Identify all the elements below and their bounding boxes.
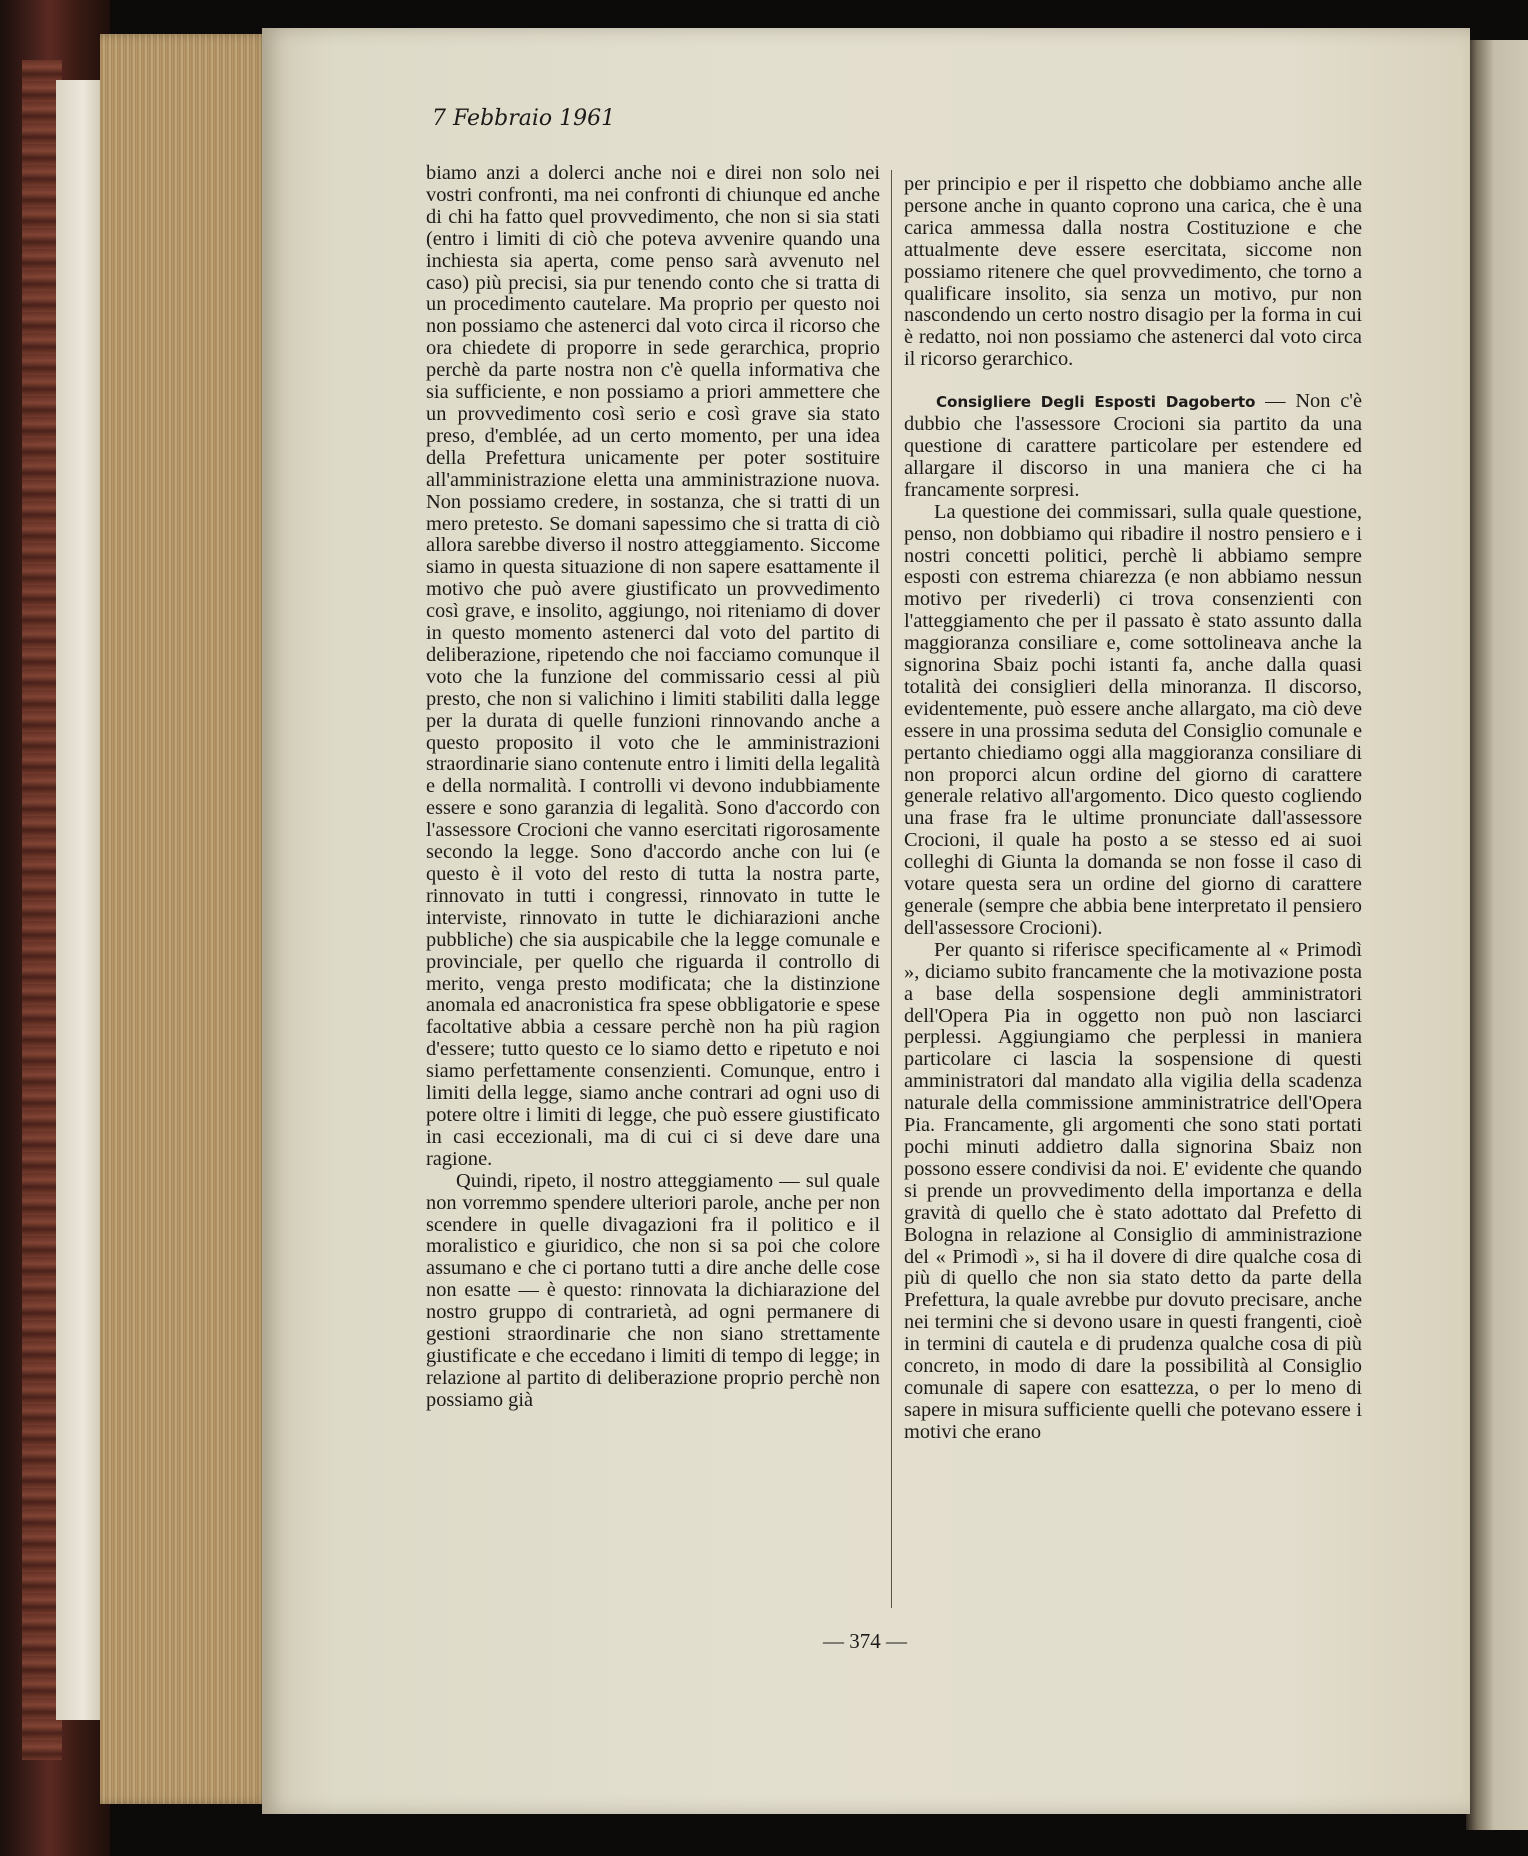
- paragraph: per principio e per il rispetto che dobbiamo anche alle persone anche in quanto coprono una carica, che è una carica ammessa dalla nostra Costituzione e che attualmente deve essere esercitata, siccome non possiamo ritenere che quel provvedimento, che torno a qualificare insolito, sia senza un motivo, pur non nascondendo un certo nostro disagio per la forma in cui è redatto, noi non possiamo che astenerci dal voto circa il ricorso gerarchico.: [904, 173, 1362, 371]
- page-edges: [100, 34, 270, 1804]
- paragraph: Quindi, ripeto, il nostro atteggiamento — sul quale non vorremmo spendere ulteriori parole, anche per non scendere in quelle divagazioni fra il politico e il moralistico e giuridico, che non si sa poi che colore assumano e che ci portano tutti a dire anche delle cose non esatte — è questo: rinnovata la dichiarazione del nostro gruppo di contrarietà, ad ogni permanere di gestioni straordinarie che non siano strettamente giustificate e che eccedano i limiti di tempo di legge; in relazione al partito di deliberazione proprio perchè non possiamo già: [426, 1169, 880, 1411]
- left-text-column: [426, 163, 880, 1412]
- page-header-date: 7 Febbraio 1961: [432, 106, 616, 131]
- endpaper: [56, 80, 102, 1720]
- speaker-paragraph: [904, 391, 1362, 502]
- right-text-column: [904, 174, 1362, 1444]
- paragraph: biamo anzi a dolerci anche noi e direi non solo nei vostri confronti, ma nei confronti di chiunque ed anche di chi ha fatto quel provvedimento, che non si sia stati (entro i limiti di ciò che poteva avvenire quando una inchiesta sia aperta, come penso sarà avvenuto nel caso) più precisi, sia pur tenendo conto che si tratta di un procedimento cautelare. Ma proprio per questo noi non possiamo che astenerci dal voto circa il ricorso che ora chiedete di proporre in sede gerarchica, proprio perchè da parte nostra non c'è quella informativa che sia sufficiente, e non possiamo a priori ammettere che un provvedimento così serio e così grave sia stato preso, d'emblée, ad un certo momento, per una idea della Prefettura unicamente per poter sostituire all'amministrazione eletta una amministrazione nuova. Non possiamo credere, in sostanza, che si tratti di un mero pretesto. Se domani sapessimo che si tratta di ciò allora sarebbe diverso il nostro atteggiamento. Siccome siamo in questa situazione di non sapere esattamente il motivo che può avere giustificato un provvedimento così grave, e insolito, aggiungo, noi riteniamo di dover in questo momento astenerci dal voto del partito di deliberazione, ripetendo che noi facciamo comunque il voto che la funzione del commissario cessi al più presto, che non si valichino i limiti stabiliti dalla legge per la durata di quelle funzioni rinnovando anche a questo proposito il voto che le amministrazioni straordinarie siano contenute entro i limiti della legalità e della normalità. I controlli vi devono indubbiamente essere e sono garanzia di legalità. Sono d'accordo con l'assessore Crocioni che vanno esercitati rigorosamente secondo la legge. Sono d'accordo anche con lui (e questo è il voto del resto di tutta la nostra parte, rinnovato in tutti i congressi, rinnovato in tutte le interviste, rinnovato in tutte le dichiarazioni anche pubbliche) che sia auspicabile che la legge comunale e provinciale, per quello che riguarda il controllo di merito, venga presto modificata; che la distinzione anomala ed anacronistica fra spese obbligatorie e spese facoltative abbia a cessare perchè non ha più ragion d'essere; tutto questo ce lo siamo detto e ripetuto e noi siamo perfettamente consenzienti. Comunque, entro i limiti della legge, siamo anche contrari ad ogni uso di potere oltre i limiti di legge, che può essere giustificato in casi eccezionali, ma di cui ci si deve dare una ragione.: [426, 162, 880, 1170]
- speaker-name: Consigliere Degli Esposti Dagoberto: [936, 393, 1256, 412]
- facing-page-edge: [1466, 40, 1528, 1830]
- paragraph: La questione dei commissari, sulla quale questione, penso, non dobbiamo qui ribadire il nostro pensiero e i nostri concetti politici, perchè li abbiamo sempre esposti con estrema chiarezza (e non abbiamo nessun motivo per rivederli) ci trova consenzienti con l'atteggiamento che per il passato è stato assunto dalla maggioranza consiliare e, come sottolineava anche la signorina Sbaiz pochi istanti fa, anche dalla quasi totalità dei consiglieri della minoranza. Il discorso, evidentemente, può essere anche allargato, ma ciò deve essere in una prossima seduta del Consiglio comunale e pertanto chiediamo oggi alla maggioranza consiliare di non proporci alcun ordine del giorno di carattere generale relativo all'argomento. Dico questo cogliendo una frase fra le ultime pronunciate dall'assessore Crocioni, il quale ha posto a se stesso ed ai suoi colleghi di Giunta la domanda se non fosse il caso di votare questa sera un ordine del giorno di carattere generale (sempre che abbia bene interpretato il pensiero dell'assessore Crocioni).: [904, 500, 1362, 939]
- column-divider: [891, 170, 892, 1608]
- paragraph: Per quanto si riferisce specificamente al « Primodì », diciamo subito francamente che la motivazione posta a base della sospensione degli amministratori dell'Opera Pia in oggetto non può non lasciarci perplessi. Aggiungiamo che perplessi in maniera particolare ci lascia la sospensione di questi amministratori dal mandato alla vigilia della scadenza naturale della commissione amministratrice dell'Opera Pia. Francamente, gli argomenti che sono stati portati pochi minuti addietro dalla signorina Sbaiz non possono essere condivisi da noi. E' evidente che quando si prende un provvedimento della importanza e della gravità di quello che è stato adottato dal Prefetto di Bologna in relazione al Consiglio di amministrazione del « Primodì », si ha il dovere di dire qualche cosa di più di quello che non sia stato detto da parte della Prefettura, la quale avrebbe pur dovuto precisare, anche nei termini che si devono usare in questi frangenti, cioè in termini di cautela e di prudenza qualche cosa di più concreto, in modo di dare la possibilità al Consiglio comunale di sapere con esattezza, o per lo meno di sapere in misura sufficiente quelli che potevano essere i motivi che erano: [904, 938, 1362, 1443]
- page-number: — 374 —: [823, 1629, 907, 1653]
- speaker-text: — Non c'è dubbio che l'assessore Crocioni sia partito da una questione di carattere particolare per estendere ed allargare il discorso in una maniera che ci ha francamente sorpresi.: [904, 390, 1363, 501]
- book-cover: [0, 0, 110, 1856]
